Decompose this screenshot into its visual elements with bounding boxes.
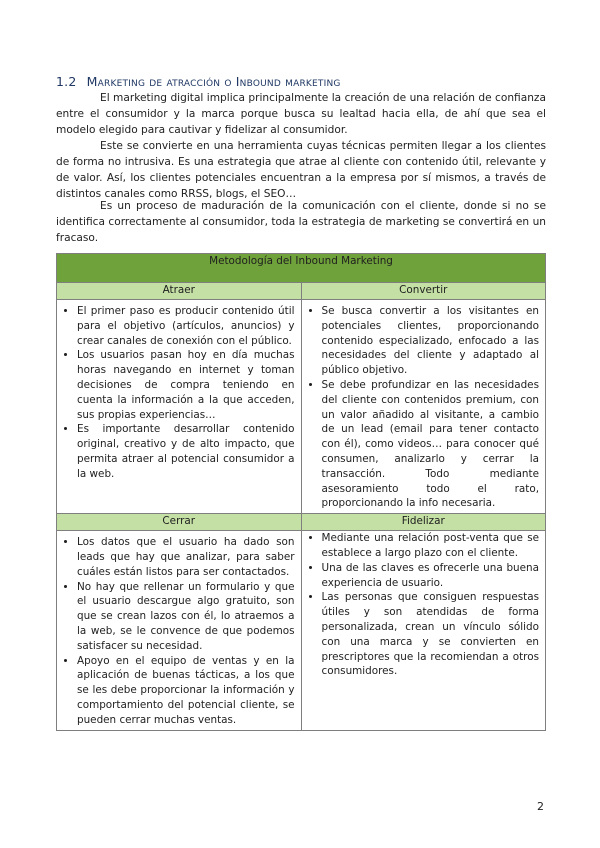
table-title: Metodología del Inbound Marketing	[57, 254, 546, 283]
list-item: • Los usuarios pasan hoy en día muchas horas navegando en internet y toman decisiones de compra teniendo en cuenta la información a la que acceden, sus propias experiencias…	[77, 348, 295, 422]
list-convertir	[302, 304, 540, 511]
list-item: • Se busca convertir a los visitantes en potenciales clientes, proporcionando contenido especializado, enfocado a las necesidades del cliente y adaptado al público objetivo.	[322, 304, 540, 378]
list-item: • El primer paso es producir contenido útil para el objetivo (artículos, anuncios) y crear canales de conexión con el público.	[77, 304, 295, 348]
list-item: • Es importante desarrollar contenido original, creativo y de alto impacto, que permita atraer al potencial consumidor a la web.	[77, 422, 295, 481]
section-heading	[56, 74, 546, 89]
list-atraer	[57, 304, 295, 482]
list-item: • Se debe profundizar en las necesidades del cliente con contenidos premium, con un valor añadido al visitante, a cambio de un lead (email para tener contacto con él), como videos… para conocer qué consumen, analizarlo y cerrar la transacción. Todo mediante asesoramiento todo el rato, proporcionando la info necesaria.	[322, 378, 540, 511]
header-fidelizar: Fidelizar	[301, 514, 546, 531]
list-item: • Las personas que consiguen respuestas útiles y son atendidas de forma personalizada, crean un vínculo sólido con una marca y se convierten en prescriptores que la recomiendan a otros consumidores.	[322, 590, 540, 679]
header-atraer: Atraer	[57, 283, 302, 300]
list-item: • Los datos que el usuario ha dado son leads que hay que analizar, para saber cuáles están listos para ser contactados.	[77, 535, 295, 579]
paragraph-2: Este se convierte en una herramienta cuyas técnicas permiten llegar a los clientes de forma no intrusiva. Es una estrategia que atrae al cliente con contenido útil, relevante y de valor. Así, los clientes potenciales encuentran a la empresa por sí mismos, a través de distintos canales como RRSS, blogs, el SEO…	[56, 140, 546, 200]
section-number: 1.2	[56, 74, 77, 89]
page-number: 2	[537, 800, 544, 813]
table-row	[57, 300, 546, 514]
paragraph-3: Es un proceso de maduración de la comunicación con el cliente, donde si no se identifica correctamente al consumidor, toda la estrategia de marketing se convertirá en un fracaso.	[56, 200, 546, 244]
list-item: • Apoyo en el equipo de ventas y en la aplicación de buenas tácticas, a los que se les debe proporcionar la información y comportamiento del potencial cliente, se pueden cerrar muchas ventas.	[77, 654, 295, 728]
section-title: Marketing de atracción o Inbound marketing	[86, 74, 341, 89]
table-row	[57, 531, 546, 730]
list-item: • Una de las claves es ofrecerle una buena experiencia de usuario.	[322, 561, 540, 591]
list-cerrar	[57, 535, 295, 727]
list-fidelizar	[302, 531, 540, 679]
header-cerrar: Cerrar	[57, 514, 302, 531]
table-header-row	[57, 283, 546, 300]
table-title-row	[57, 254, 546, 283]
list-item: • No hay que rellenar un formulario y que el usuario descargue algo gratuito, son que se crean lazos con él, lo atraemos a la web, se le convence de que podemos satisfacer su necesidad.	[77, 580, 295, 654]
list-item: • Mediante una relación post-venta que se establece a largo plazo con el cliente.	[322, 531, 540, 561]
inbound-methodology-table	[56, 253, 546, 731]
cell-fidelizar	[301, 531, 546, 730]
cell-atraer	[57, 300, 302, 514]
cell-convertir	[301, 300, 546, 514]
cell-cerrar	[57, 531, 302, 730]
header-convertir: Convertir	[301, 283, 546, 300]
paragraph-1: El marketing digital implica principalmente la creación de una relación de confianza entre el consumidor y la marca porque busca su lealtad hacia ella, de ahí que sea el modelo elegido para cautivar y fidelizar al consumidor.	[56, 92, 546, 136]
table-header-row	[57, 514, 546, 531]
